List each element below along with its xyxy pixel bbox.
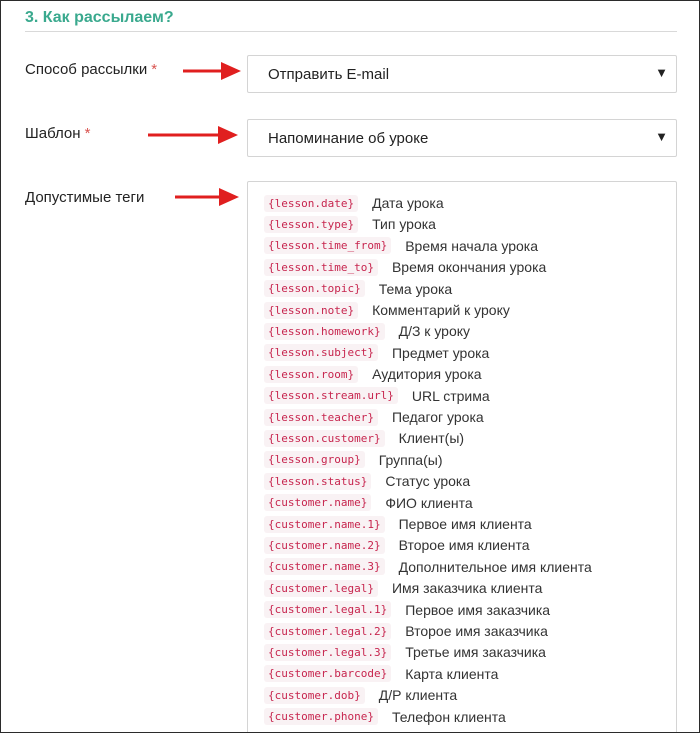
tag-code[interactable]: {lesson.note} [264,302,358,319]
template-select[interactable] [247,119,677,157]
tag-row [264,685,457,705]
tag-code[interactable]: {customer.barcode} [264,665,391,682]
tag-row [264,214,436,234]
tag-row [264,471,470,491]
template-select-value: Напоминание об уроке [268,130,429,147]
tag-code[interactable]: {lesson.stream.url} [264,387,398,404]
tag-code[interactable]: {customer.name.3} [264,558,385,575]
tag-code[interactable]: {customer.legal.2} [264,623,391,640]
tag-description: Имя заказчика клиента [391,580,543,597]
tag-row [264,279,452,299]
tag-row [264,343,489,363]
tag-code[interactable]: {customer.legal.1} [264,601,391,618]
tag-code[interactable]: {customer.name.1} [264,516,385,533]
tag-description: Карта клиента [405,665,499,682]
tag-row [264,493,473,513]
tag-description: Д/З к уроку [398,323,471,340]
tag-code[interactable]: {lesson.time_to} [264,259,378,276]
tag-description: Третье имя заказчика [405,644,546,661]
tag-description: Первое имя заказчика [405,601,551,618]
tag-row [264,364,482,384]
tag-code[interactable]: {lesson.homework} [264,323,385,340]
tag-row [264,707,506,727]
tag-row [264,321,470,341]
tag-code[interactable]: {lesson.date} [264,195,358,212]
tag-description: Второе имя заказчика [405,623,548,639]
template-label-text: Шаблон [25,125,81,142]
tag-code[interactable]: {customer.legal} [264,580,378,597]
tag-row [264,450,442,470]
tag-code[interactable]: {lesson.type} [264,216,358,233]
required-mark: * [151,61,158,78]
tag-row [264,193,444,213]
tag-description: Тема урока [378,280,453,297]
tag-row [264,557,592,577]
tag-row [264,386,490,406]
annotation-arrow-icon [181,61,243,81]
tag-description: Аудитория урока [372,366,482,383]
method-select-value: Отправить E-mail [268,66,390,83]
tag-description: Первое имя клиента [398,516,532,532]
tag-description: Дата урока [372,195,444,211]
tag-description: Группа(ы) [378,451,443,468]
tag-description: Статус урока [385,473,471,490]
tag-row [264,642,546,662]
section-title: 3. Как рассылаем? [25,9,174,26]
tag-row [264,300,510,320]
tag-description: Второе имя клиента [398,537,530,554]
section-divider [25,31,677,32]
tag-code[interactable]: {lesson.topic} [264,280,365,297]
tag-code[interactable]: {customer.name} [264,494,371,511]
annotation-arrow-icon [146,125,240,145]
tag-row [264,578,542,598]
tag-description: Телефон клиента [391,708,506,725]
annotation-arrow-icon [173,187,241,207]
tag-code[interactable]: {lesson.teacher} [264,409,378,426]
required-mark: * [84,125,91,142]
tag-description: URL стрима [411,387,490,404]
tag-row [264,664,498,684]
tag-code[interactable]: {lesson.customer} [264,430,385,447]
tag-row [264,407,484,427]
tag-description: Педагог урока [391,409,484,425]
tag-code[interactable]: {lesson.group} [264,451,365,468]
tag-description: Комментарий к уроку [372,302,510,318]
tag-description: Д/Р клиента [378,687,458,704]
tag-row [264,535,530,555]
tag-code[interactable]: {lesson.status} [264,473,371,490]
tag-description: Время начала урока [405,237,538,254]
method-label [25,61,157,78]
tag-description: Время окончания урока [391,259,547,276]
tag-description: ФИО клиента [385,494,473,511]
chevron-down-icon: ▼ [655,65,668,80]
tag-row [264,428,464,448]
allowed-tags-list [247,181,677,733]
tag-code[interactable]: {customer.dob} [264,687,365,704]
tag-row [264,236,538,256]
tag-description: Предмет урока [391,344,490,361]
tags-label: Допустимые теги [25,189,145,206]
tag-row [264,514,532,534]
tag-description: Тип урока [372,216,436,233]
tag-row [264,600,550,620]
tag-description: Дополнительное имя клиента [398,558,592,575]
tag-code[interactable]: {lesson.subject} [264,344,378,361]
tag-row [264,621,548,641]
tag-code[interactable]: {customer.phone} [264,708,378,725]
method-select[interactable] [247,55,677,93]
tag-description: Клиент(ы) [398,430,465,447]
tag-code[interactable]: {customer.legal.3} [264,644,391,661]
tag-code[interactable]: {lesson.time_from} [264,237,391,254]
method-label-text: Способ рассылки [25,61,148,78]
tag-code[interactable]: {customer.name.2} [264,537,385,554]
template-label [25,125,90,142]
tag-row [264,257,546,277]
tag-code[interactable]: {lesson.room} [264,366,358,383]
chevron-down-icon: ▼ [655,129,668,144]
